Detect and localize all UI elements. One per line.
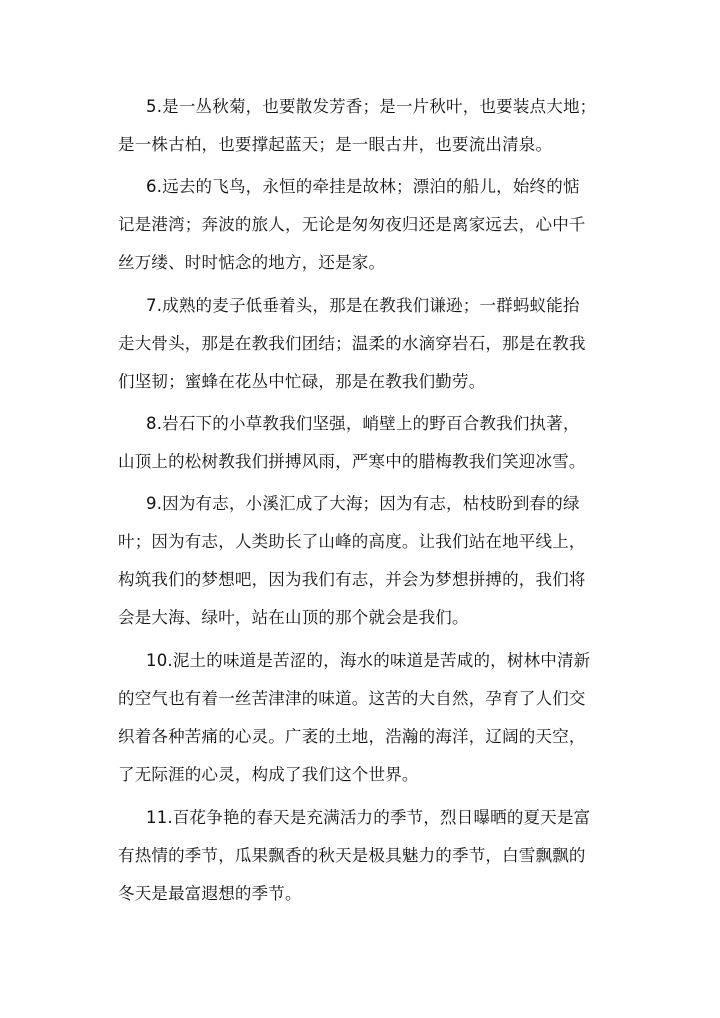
paragraph-5-line-2: 是一株古柏，也要撑起蓝天；是一眼古井，也要流出清泉。 <box>118 135 553 154</box>
paragraph-9-line-2: 叶；因为有志，人类助长了山峰的高度。让我们站在地平线上， <box>118 532 586 551</box>
paragraph-5-line-1: 5.是一丛秋菊，也要散发芳香；是一片秋叶，也要装点大地； <box>146 97 597 116</box>
paragraph-6-line-2: 记是港湾；奔波的旅人，无论是匆匆夜归还是离家远去，心中千 <box>118 215 586 234</box>
paragraph-7-line-2: 走大骨头，那是在教我们团结；温柔的水滴穿岩石，那是在教我 <box>118 334 586 353</box>
paragraph-10-line-1: 10.泥土的味道是苦涩的，海水的味道是苦咸的，树林中清新 <box>146 651 591 670</box>
paragraph-8-line-1: 8.岩石下的小草教我们坚强，峭壁上的野百合教我们执著， <box>146 414 580 433</box>
paragraph-10-line-3: 织着各种苦痛的心灵。广袤的土地，浩瀚的海洋，辽阔的天空， <box>118 727 586 746</box>
paragraph-6-line-3: 丝万缕、时时惦念的地方，还是家。 <box>118 253 386 272</box>
paragraph-9-line-4: 会是大海、绿叶，站在山顶的那个就会是我们。 <box>118 608 469 627</box>
paragraph-10-line-2: 的空气也有着一丝苦津津的味道。这苦的大自然，孕育了人们交 <box>118 689 586 708</box>
paragraph-7-line-3: 们坚韧；蜜蜂在花丛中忙碌，那是在教我们勤劳。 <box>118 372 486 391</box>
paragraph-9-line-1: 9.因为有志，小溪汇成了大海；因为有志，枯枝盼到春的绿 <box>146 494 580 513</box>
paragraph-11-line-1: 11.百花争艳的春天是充满活力的季节，烈日曝晒的夏天是富 <box>146 808 591 827</box>
paragraph-9-line-3: 构筑我们的梦想吧，因为我们有志，并会为梦想拼搏的，我们将 <box>118 570 586 589</box>
paragraph-11-line-2: 有热情的季节，瓜果飘香的秋天是极具魅力的季节，白雪飘飘的 <box>118 846 586 865</box>
paragraph-11-line-3: 冬天是最富遐想的季节。 <box>118 884 302 903</box>
paragraph-10-line-4: 了无际涯的心灵，构成了我们这个世界。 <box>118 765 419 784</box>
paragraph-6-line-1: 6.远去的飞鸟，永恒的牵挂是故林；漂泊的船儿，始终的惦 <box>146 177 580 196</box>
paragraph-8-line-2: 山顶上的松树教我们拼搏风雨，严寒中的腊梅教我们笑迎冰雪。 <box>118 452 586 471</box>
paragraph-7-line-1: 7.成熟的麦子低垂着头，那是在教我们谦逊；一群蚂蚁能抬 <box>146 296 580 315</box>
